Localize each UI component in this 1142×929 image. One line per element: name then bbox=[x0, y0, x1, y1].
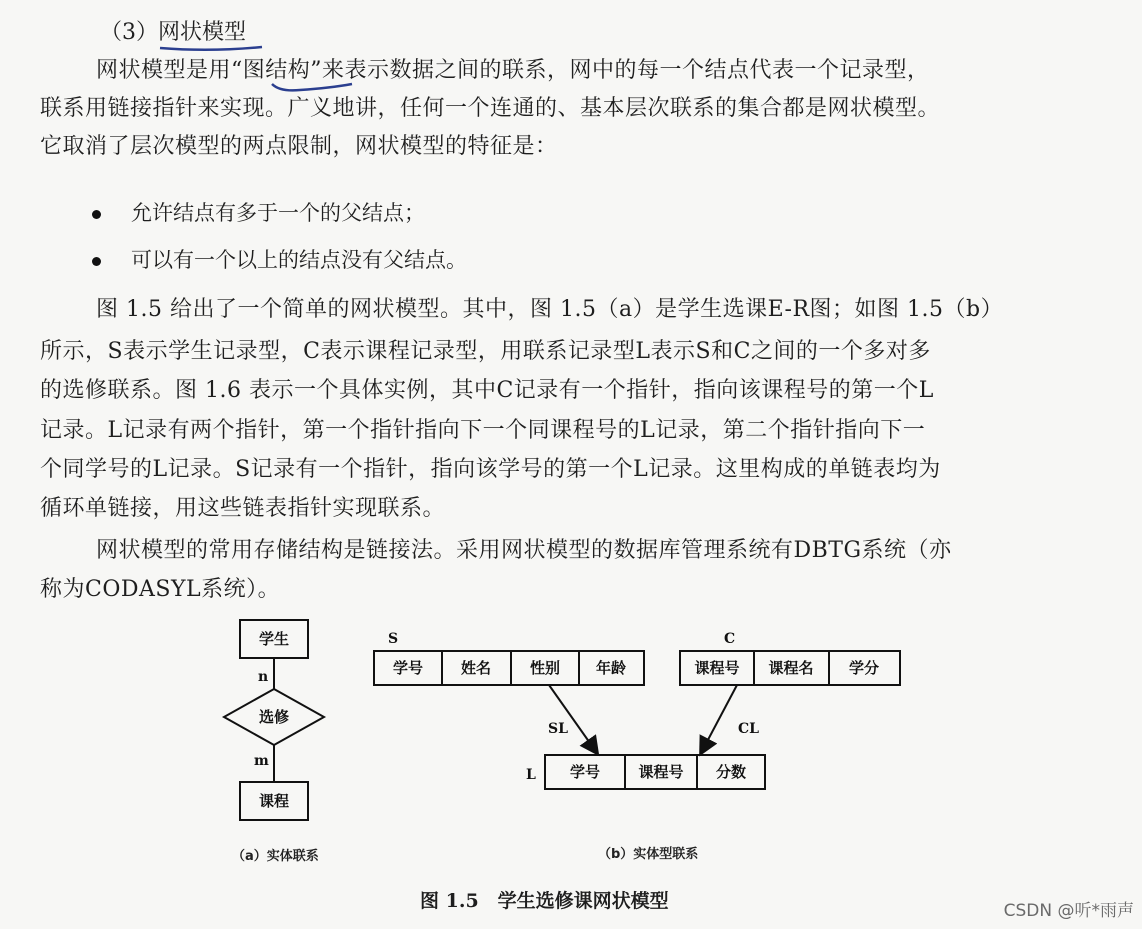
s-field: 学号 bbox=[392, 659, 424, 677]
paragraph-line: 它取消了层次模型的两点限制，网状模型的特征是： bbox=[40, 134, 558, 159]
paragraph-line: 图 1.5 给出了一个简单的网状模型。其中，图 1.5（a）是学生选课E-R图；如图 1.5（b） bbox=[96, 297, 1004, 322]
entity-student-label: 学生 bbox=[258, 630, 290, 648]
l-field: 课程号 bbox=[638, 763, 684, 781]
paragraph-line: 联系用链接指针来实现。广义地讲，任何一个连通的、基本层次联系的集合都是网状模型。 bbox=[40, 96, 941, 121]
cl-pointer-arrow bbox=[701, 685, 737, 753]
section-heading: （3）网状模型 bbox=[100, 20, 246, 45]
c-field: 课程号 bbox=[694, 659, 740, 677]
paragraph-line: 的选修联系。图 1.6 表示一个具体实例，其中C记录有一个指针，指向该课程号的第一个L bbox=[40, 378, 934, 403]
sl-pointer-arrow bbox=[549, 685, 597, 753]
sl-label: SL bbox=[548, 721, 568, 737]
quote-underline bbox=[272, 84, 352, 90]
s-field: 年龄 bbox=[595, 659, 627, 677]
c-field: 课程名 bbox=[768, 659, 814, 677]
paragraph-line: 网状模型是用“图结构”来表示数据之间的联系，网中的每一个结点代表一个记录型， bbox=[96, 58, 930, 83]
record-c-label: C bbox=[724, 631, 736, 647]
paragraph-line: 称为CODASYL系统）。 bbox=[40, 577, 281, 602]
cardinality-m: m bbox=[254, 753, 269, 769]
c-field: 学分 bbox=[848, 659, 880, 677]
record-s-label: S bbox=[388, 631, 399, 647]
figure-caption: 图 1.5 学生选修课网状模型 bbox=[420, 890, 669, 912]
entity-course-label: 课程 bbox=[258, 792, 290, 810]
paragraph-line: 记录。L记录有两个指针，第一个指针指向下一个同课程号的L记录，第二个指针指向下一 bbox=[40, 418, 926, 443]
cardinality-n: n bbox=[258, 669, 269, 685]
caption-a: （a）实体联系 bbox=[232, 849, 319, 864]
caption-b: （b）实体型联系 bbox=[598, 847, 699, 862]
watermark: CSDN @听*雨声 bbox=[1003, 901, 1134, 921]
s-field: 性别 bbox=[529, 659, 561, 677]
bullet-text: 可以有一个以上的结点没有父结点。 bbox=[131, 248, 467, 272]
relationship-label: 选修 bbox=[258, 708, 290, 726]
s-field: 姓名 bbox=[460, 659, 492, 677]
bullet-text: 允许结点有多于一个的父结点； bbox=[131, 201, 425, 225]
l-field: 分数 bbox=[715, 763, 747, 781]
paragraph-line: 网状模型的常用存储结构是链接法。采用网状模型的数据库管理系统有DBTG系统（亦 bbox=[96, 538, 952, 563]
l-field: 学号 bbox=[569, 763, 601, 781]
paragraph-line: 循环单链接，用这些链表指针实现联系。 bbox=[40, 496, 446, 521]
heading-underline bbox=[160, 47, 262, 50]
cl-label: CL bbox=[738, 721, 759, 737]
paragraph-line: 所示，S表示学生记录型，C表示课程记录型，用联系记录型L表示S和C之间的一个多对多 bbox=[40, 339, 931, 364]
record-l-label: L bbox=[526, 767, 536, 783]
paragraph-line: 个同学号的L记录。S记录有一个指针，指向该学号的第一个L记录。这里构成的单链表均为 bbox=[40, 457, 941, 482]
